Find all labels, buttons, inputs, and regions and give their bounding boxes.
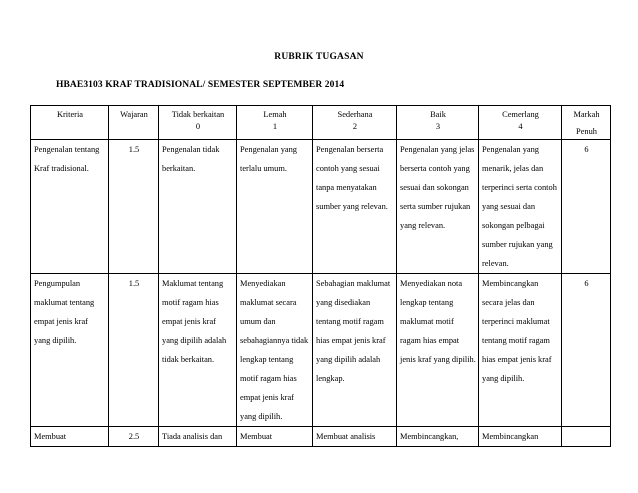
header-wajaran	[109, 106, 159, 140]
rubric-table	[30, 105, 611, 447]
header-sederhana-label: Sederhana	[337, 110, 373, 119]
header-tidak-berkaitan-score: 0	[195, 122, 201, 131]
cell-lemah: Menyediakan maklumat secara umum dan sebahagiannya tidak lengkap tentang motif ragam hias empat jenis kraf yang dipilih.	[237, 274, 313, 427]
cell-kriteria: Pengumpulan maklumat tentang empat jenis kraf yang dipilih.	[31, 274, 109, 427]
table-header-row	[31, 106, 611, 140]
cell-baik: Menyediakan nota lengkap tentang maklumat motif ragam hias empat jenis kraf yang dipilih.	[397, 274, 479, 427]
cell-lemah: Membuat	[237, 427, 313, 447]
cell-markah-penuh: 6	[562, 274, 611, 427]
cell-markah-penuh: 6	[562, 140, 611, 274]
header-kriteria-label: Kriteria	[56, 110, 84, 119]
header-markah-penuh	[562, 106, 611, 140]
header-baik-label: Baik	[430, 110, 446, 119]
header-lemah-score: 1	[272, 122, 278, 131]
header-penuh-label: Penuh	[576, 127, 597, 136]
header-baik	[397, 106, 479, 140]
cell-sederhana: Pengenalan berserta contoh yang sesuai tanpa menyatakan sumber yang relevan.	[313, 140, 397, 274]
table-row	[31, 140, 611, 274]
header-cemerlang-score: 4	[518, 122, 523, 131]
header-lemah	[237, 106, 313, 140]
header-sederhana	[313, 106, 397, 140]
cell-cemerlang: Membincangkan	[479, 427, 562, 447]
header-wajaran-label: Wajaran	[120, 110, 148, 119]
header-kriteria	[31, 106, 109, 140]
cell-wajaran: 1.5	[109, 140, 159, 274]
header-tidak-berkaitan	[159, 106, 237, 140]
cell-sederhana: Sebahagian maklumat yang disediakan tentang motif ragam hias empat jenis kraf yang dipilih adalah lengkap.	[313, 274, 397, 427]
document-title: RUBRIK TUGASAN	[274, 52, 364, 62]
header-tidak-berkaitan-label: Tidak berkaitan	[171, 110, 225, 119]
cell-wajaran: 2.5	[109, 427, 159, 447]
cell-wajaran: 1.5	[109, 274, 159, 427]
document-subtitle: HBAE3103 KRAF TRADISIONAL/ SEMESTER SEPTEMBER 2014	[56, 80, 345, 90]
header-lemah-label: Lemah	[263, 110, 287, 119]
cell-cemerlang: Pengenalan yang menarik, jelas dan terperinci serta contoh yang sesuai dan sokongan pelbagai sumber rujukan yang relevan.	[479, 140, 562, 274]
cell-markah-penuh	[562, 427, 611, 447]
table-row	[31, 274, 611, 427]
cell-tidak-berkaitan: Pengenalan tidak berkaitan.	[159, 140, 237, 274]
header-cemerlang-label: Cemerlang	[502, 110, 539, 119]
header-markah-label: Markah	[573, 110, 600, 119]
header-sederhana-score: 2	[352, 122, 358, 131]
cell-baik: Pengenalan yang jelas berserta contoh yang sesuai dan sokongan serta sumber rujukan yang relevan.	[397, 140, 479, 274]
table-row	[31, 427, 611, 447]
cell-tidak-berkaitan: Maklumat tentang motif ragam hias empat jenis kraf yang dipilih adalah tidak berkaitan.	[159, 274, 237, 427]
cell-baik: Membincangkan,	[397, 427, 479, 447]
header-cemerlang	[479, 106, 562, 140]
cell-tidak-berkaitan: Tiada analisis dan	[159, 427, 237, 447]
cell-sederhana: Membuat analisis	[313, 427, 397, 447]
cell-kriteria: Pengenalan tentang Kraf tradisional.	[31, 140, 109, 274]
cell-lemah: Pengenalan yang terlalu umum.	[237, 140, 313, 274]
header-baik-score: 3	[435, 122, 441, 131]
cell-cemerlang: Membincangkan secara jelas dan terperinci maklumat tentang motif ragam hias empat jenis kraf yang dipilih.	[479, 274, 562, 427]
cell-kriteria: Membuat	[31, 427, 109, 447]
